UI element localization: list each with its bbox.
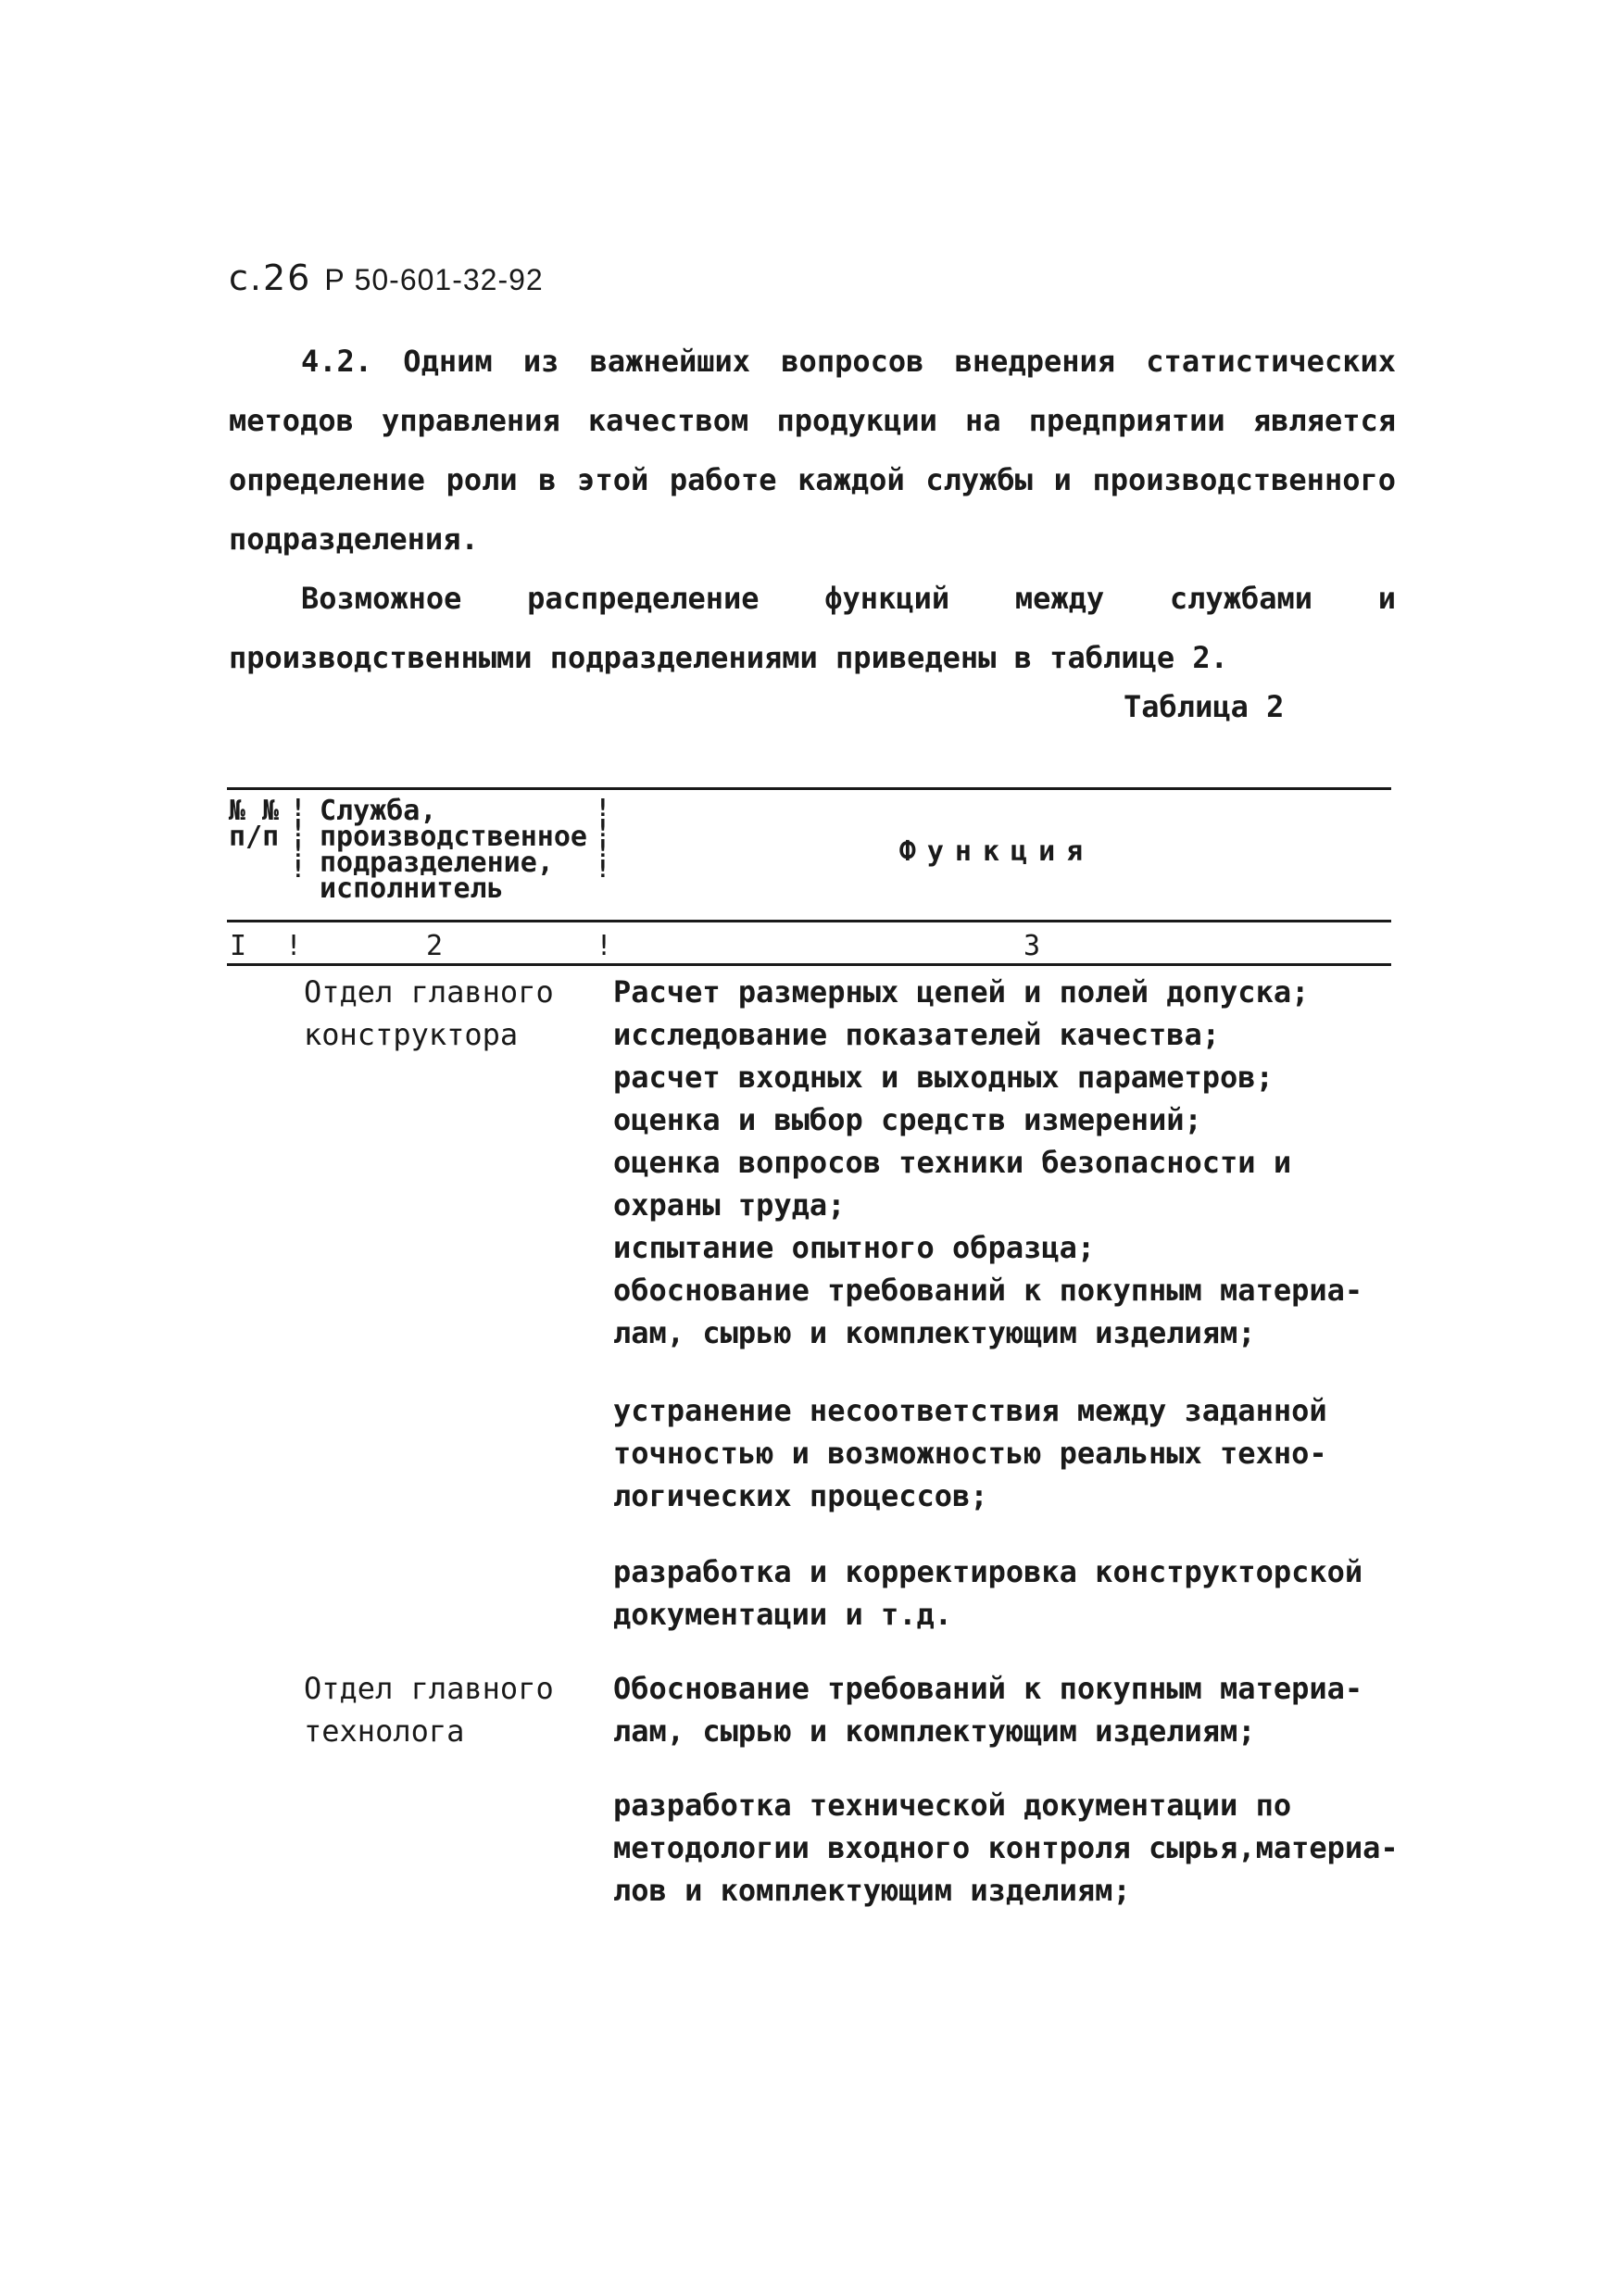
paragraph-4-2: 4.2. Одним из важнейших вопросов внедрения статистических методов управления качеством продукции на предприятии является определение роли в этой работе каждой службы и производственного подразделения.	[229, 344, 1396, 557]
header-col-function: Функция	[898, 835, 1095, 868]
table-header-rule	[227, 920, 1391, 922]
column-number-1: I	[230, 930, 247, 962]
column-number-2: 2	[426, 930, 444, 962]
function-line: логических процессов;	[613, 1478, 988, 1513]
header-col-number: № № п/п	[229, 795, 280, 853]
unit-chief-designer: Отдел главного конструктора	[304, 974, 554, 1052]
table-numbers-rule	[227, 963, 1391, 966]
function-line: лам, сырью и комплектующим изделиям;	[613, 1713, 1256, 1749]
function-block	[613, 1550, 1428, 1636]
unit-chief-technologist: Отдел главного технолога	[304, 1671, 554, 1749]
function-line: разработка технической документации по	[613, 1788, 1292, 1823]
table-top-rule	[227, 787, 1391, 790]
function-block	[613, 971, 1428, 1354]
function-line: лов и комплектующим изделиям;	[613, 1873, 1131, 1908]
function-line: расчет входных и выходных параметров;	[613, 1060, 1274, 1095]
function-line: документации и т.д.	[613, 1597, 953, 1632]
column-number-3: 3	[1023, 930, 1041, 962]
function-line: точностью и возможностью реальных техно-	[613, 1436, 1327, 1471]
function-line: оценка вопросов техники безопасности и	[613, 1145, 1292, 1180]
function-line: методологии входного контроля сырья,материа-	[613, 1830, 1399, 1865]
header-separator: ! ! ! !	[291, 795, 306, 884]
function-line: испытание опытного образца;	[613, 1230, 1096, 1265]
function-line: обоснование требований к покупным материа-	[613, 1273, 1363, 1308]
function-line: разработка и корректировка конструкторской	[613, 1554, 1363, 1589]
function-block	[613, 1784, 1428, 1912]
page-number: с.26	[229, 257, 312, 298]
function-line: Обоснование требований к покупным материа-	[613, 1671, 1363, 1706]
page-header	[229, 257, 544, 298]
header-separator: ! ! ! !	[596, 795, 610, 884]
function-block	[613, 1667, 1428, 1752]
function-line: Расчет размерных цепей и полей допуска;	[613, 974, 1310, 1010]
header-col-unit: Служба, производственное подразделение, исполнитель	[320, 795, 587, 905]
function-line: устранение несоответствия между заданной	[613, 1393, 1327, 1428]
table-caption: Таблица 2	[1124, 689, 1285, 724]
paragraph-distribution: Возможное распределение функций между службами и производственными подразделениями приведены в таблице 2.	[229, 581, 1396, 675]
function-line: лам, сырью и комплектующим изделиям;	[613, 1315, 1256, 1350]
function-line: оценка и выбор средств измерений;	[613, 1102, 1202, 1137]
function-line: исследование показателей качества;	[613, 1017, 1221, 1052]
document-code: Р 50-601-32-92	[324, 263, 544, 296]
column-separator: !	[596, 930, 613, 962]
function-block	[613, 1389, 1428, 1517]
function-line: охраны труда;	[613, 1187, 846, 1223]
column-separator: !	[285, 930, 303, 962]
